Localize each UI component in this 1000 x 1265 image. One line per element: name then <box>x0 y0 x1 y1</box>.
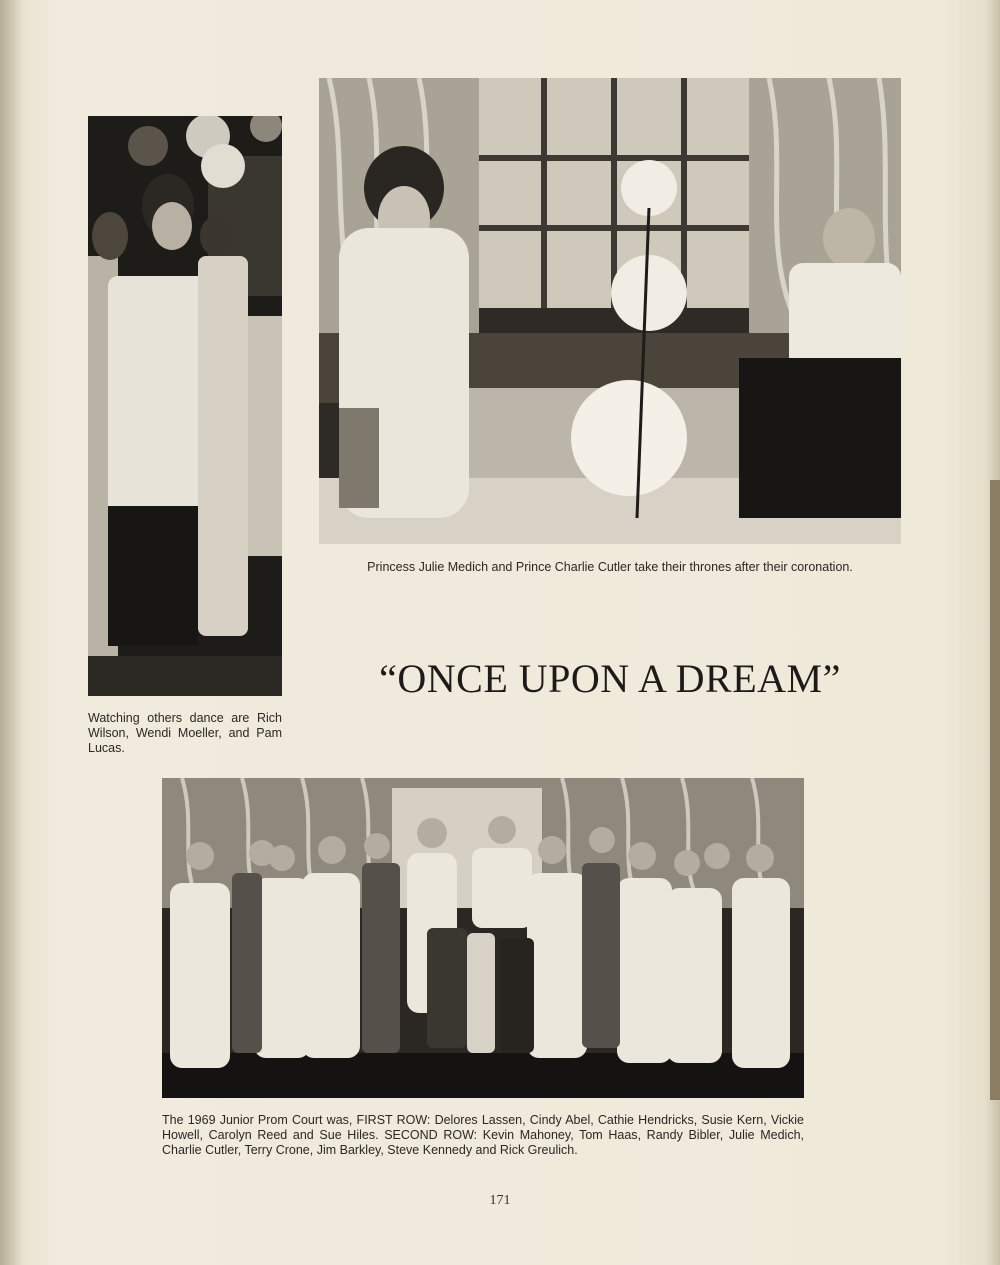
photo-coronation-thrones <box>319 78 901 544</box>
page-edge <box>990 480 1000 1100</box>
caption-coronation: Princess Julie Medich and Prince Charlie Cutler take their thrones after their coronation. <box>367 560 853 574</box>
photo-watching-dance-image <box>88 116 282 696</box>
photo-coronation-thrones-image <box>319 78 901 544</box>
page-headline: “ONCE UPON A DREAM” <box>379 656 841 701</box>
caption-watching-dance: Watching others dance are Rich Wilson, Wendi Moeller, and Pam Lucas. <box>88 711 282 755</box>
photo-prom-court-image <box>162 778 804 1098</box>
page-number: 171 <box>489 1193 511 1208</box>
caption-prom-court: The 1969 Junior Prom Court was, FIRST ROW: Delores Lassen, Cindy Abel, Cathie Hendricks, Susie Kern, Vickie Howell, Carolyn Reed and Sue Hiles. SECOND ROW: Kevin Mahoney, Tom Haas, Randy Bibler, Julie Medich, Charlie Cutler, Terry Crone, Jim Barkley, Steve Kennedy and Rick Greulich. <box>162 1113 804 1157</box>
photo-watching-dance <box>88 116 282 696</box>
photo-prom-court <box>162 778 804 1098</box>
binding-shadow <box>0 0 22 1265</box>
